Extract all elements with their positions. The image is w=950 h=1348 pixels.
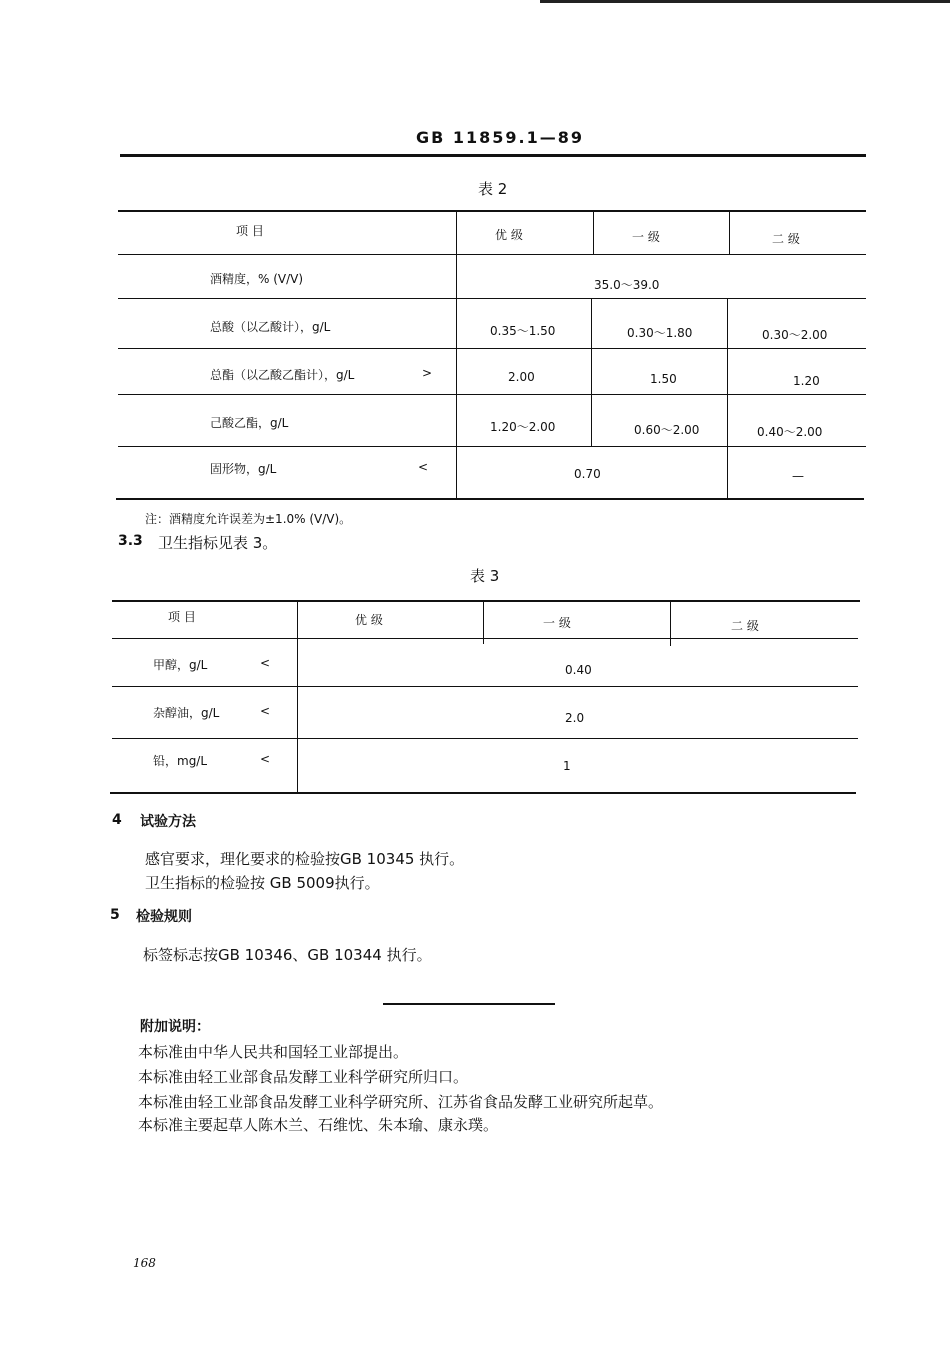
table2-header-grade2: 一 级: [632, 230, 660, 244]
table3-header-grade1: 优 级: [355, 613, 383, 627]
table2-row-alcohol-value: 35.0～39.0: [594, 278, 660, 292]
table2-top-rule: [118, 210, 866, 212]
section-5-line-1: 标签标志按GB 10346、GB 10344 执行。: [143, 946, 432, 964]
table2-row-rule: [118, 394, 866, 395]
table2-row-hexanoate-grade1: 1.20～2.00: [490, 420, 556, 434]
table2-row-hexanoate-grade3: 0.40～2.00: [757, 425, 823, 439]
table2-col-rule: [729, 210, 730, 254]
table2-row-solids-grade12: 0.70: [574, 467, 601, 481]
table2-row-rule: [118, 446, 866, 447]
table2-row-acid-grade1: 0.35～1.50: [490, 324, 556, 338]
table3-row-lead-label: 铅，mg/L: [153, 754, 208, 768]
additional-line-2: 本标准由轻工业部食品发酵工业科学研究所归口。: [138, 1068, 469, 1086]
section-4-line-2: 卫生指标的检验按 GB 5009执行。: [145, 874, 380, 892]
table3-col-rule: [670, 600, 671, 646]
table2-row-rule: [118, 348, 866, 349]
additional-title: 附加说明：: [140, 1019, 210, 1035]
table2-row-acid-grade3: 0.30～2.00: [762, 328, 828, 342]
table2-header-grade1: 优 级: [495, 228, 523, 242]
table2-row-ester-label: 总酯（以乙酸乙酯计），g/L: [210, 368, 355, 382]
table3-row-methanol-value: 0.40: [565, 663, 592, 677]
table2-row-ester-symbol: >: [422, 366, 433, 380]
table3-header-grade3: 二 级: [731, 619, 759, 633]
table2-header-rule: [118, 254, 866, 255]
footer-separator: [383, 1003, 555, 1005]
table2-note: 注：酒精度允许误差为±1.0% (V/V)。: [145, 512, 352, 526]
table2-row-ester-grade2: 1.50: [650, 372, 677, 386]
table2-row-rule: [118, 298, 866, 299]
section-4-number: 4: [112, 812, 122, 828]
table2-col-rule: [456, 210, 457, 500]
table2-caption: 表 2: [478, 180, 508, 198]
table2-bottom-rule: [116, 498, 864, 500]
standard-code: GB 11859.1—89: [415, 128, 585, 147]
table2-row-ester-grade3: 1.20: [793, 374, 820, 388]
table3-header-rule: [112, 638, 858, 639]
table2-header-grade3: 二 级: [772, 232, 800, 246]
table3-header-item: 项 目: [168, 610, 196, 624]
table2-col-rule: [727, 298, 728, 498]
header-rule: [120, 154, 866, 157]
table2-row-ester-grade1: 2.00: [508, 370, 535, 384]
table2-row-hexanoate-grade2: 0.60～2.00: [634, 423, 700, 437]
table3-row-lead-value: 1: [563, 759, 571, 773]
table3-row-fusel-symbol: <: [260, 704, 271, 718]
table2-header-item: 项 目: [236, 224, 264, 238]
table3-row-rule: [112, 738, 858, 739]
additional-line-4: 本标准主要起草人陈木兰、石维忱、朱本瑜、康永璞。: [138, 1116, 499, 1134]
table2-row-solids-symbol: <: [418, 460, 429, 474]
table3-row-rule: [112, 686, 858, 687]
additional-line-1: 本标准由中华人民共和国轻工业部提出。: [138, 1043, 409, 1061]
section-5-title: 检验规则: [136, 909, 192, 925]
table3-row-methanol-label: 甲醇，g/L: [153, 658, 208, 672]
table3-row-methanol-symbol: <: [260, 656, 271, 670]
table2-col-rule: [593, 210, 594, 254]
additional-line-3: 本标准由轻工业部食品发酵工业科学研究所、江苏省食品发酵工业研究所起草。: [138, 1093, 664, 1111]
table3-top-rule: [112, 600, 860, 602]
table3-col-rule: [483, 600, 484, 644]
table3-row-fusel-value: 2.0: [565, 711, 585, 725]
table3-bottom-rule: [110, 792, 856, 794]
top-edge-rule: [540, 0, 950, 3]
table3-row-fusel-label: 杂醇油，g/L: [153, 706, 220, 720]
table2-row-alcohol-label: 酒精度，% (V/V): [210, 272, 304, 286]
table3-row-lead-symbol: <: [260, 752, 271, 766]
section-4-line-1: 感官要求，理化要求的检验按GB 10345 执行。: [145, 850, 465, 868]
table2-row-solids-label: 固形物，g/L: [210, 462, 277, 476]
page-number: 168: [133, 1256, 156, 1270]
section-3-3-number: 3.3: [118, 533, 143, 549]
table3-header-grade2: 一 级: [543, 616, 571, 630]
section-5-number: 5: [110, 907, 120, 923]
table2-row-hexanoate-label: 己酸乙酯，g/L: [210, 416, 289, 430]
table3-caption: 表 3: [470, 567, 500, 585]
table2-row-solids-grade3: —: [792, 469, 804, 483]
section-4-title: 试验方法: [140, 814, 196, 830]
section-3-3-text: 卫生指标见表 3。: [158, 534, 278, 552]
table2-row-acid-grade2: 0.30～1.80: [627, 326, 693, 340]
table2-col-rule: [591, 298, 592, 446]
table2-row-acid-label: 总酸（以乙酸计），g/L: [210, 320, 331, 334]
table3-col-rule: [297, 600, 298, 792]
